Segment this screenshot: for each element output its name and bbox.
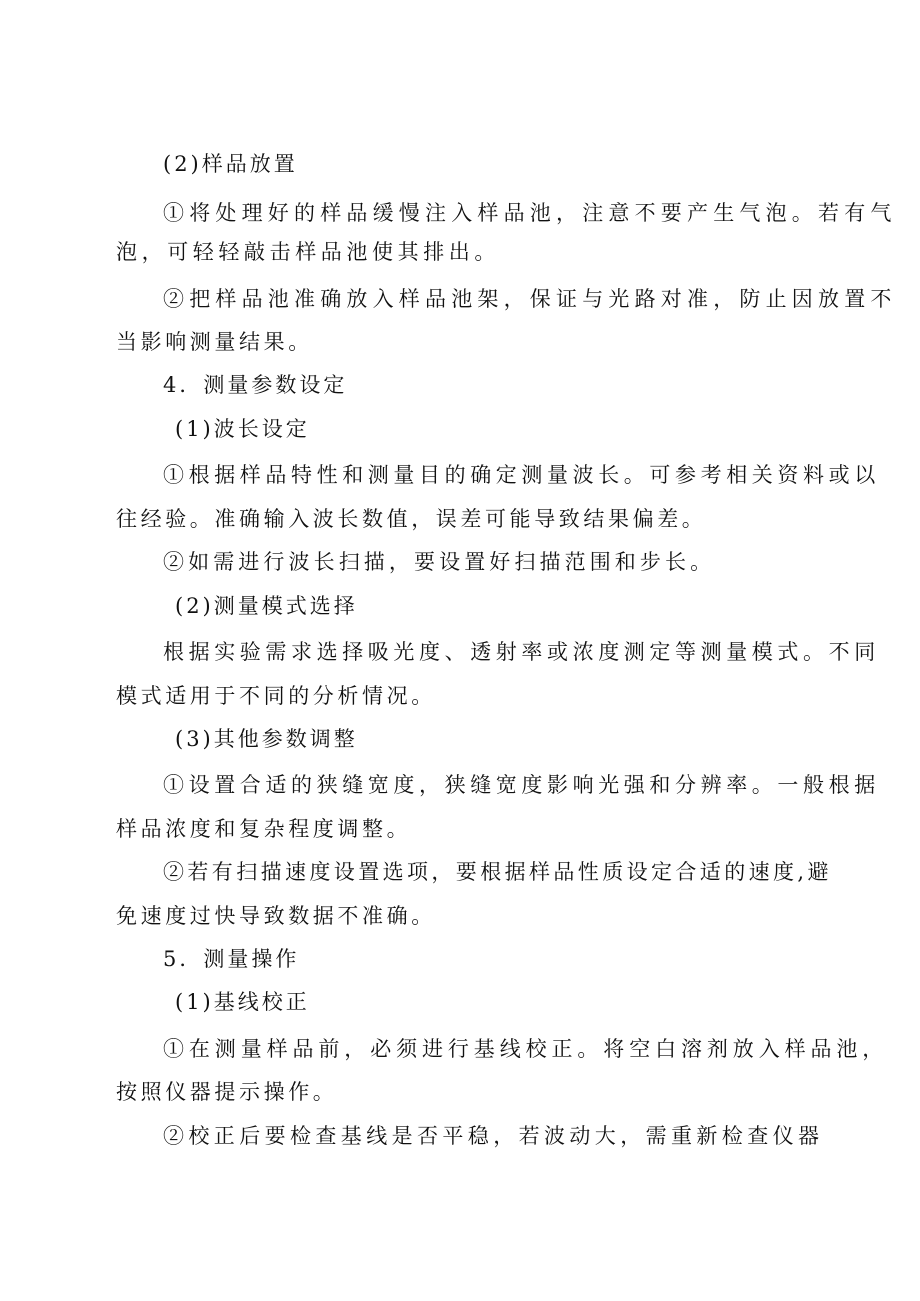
subheading-measurement-mode: (2)测量模式选择 [175,594,358,618]
paragraph-line: ①根据样品特性和测量目的确定测量波长。可参考相关资料或以 [163,463,880,487]
paragraph-line: 免速度过快导致数据不准确。 [116,904,436,928]
section-heading-measurement-operation: 5．测量操作 [163,947,300,971]
paragraph-line: 泡，可轻轻敲击样品池使其排出。 [116,240,500,264]
subheading-other-parameters: (3)其他参数调整 [175,727,358,751]
paragraph-line: 按照仪器提示操作。 [116,1080,338,1104]
paragraph-line: ①在测量样品前，必须进行基线校正。将空白溶剂放入样品池， [163,1037,889,1061]
paragraph-line: 样品浓度和复杂程度调整。 [116,817,412,841]
paragraph-line: 根据实验需求选择吸光度、透射率或浓度测定等测量模式。不同 [163,640,880,664]
paragraph-line: ②校正后要检查基线是否平稳，若波动大，需重新检查仪器 [163,1124,824,1148]
paragraph-line: 模式适用于不同的分析情况。 [116,684,436,708]
paragraph-line: ②如需进行波长扫描，要设置好扫描范围和步长。 [163,550,716,574]
paragraph-line: 当影响测量结果。 [116,330,313,354]
paragraph-line: ①将处理好的样品缓慢注入样品池，注意不要产生气泡。若有气 [163,201,897,225]
subheading-wavelength-setting: (1)波长设定 [175,417,310,441]
paragraph-line: 往经验。准确输入波长数值，误差可能导致结果偏差。 [116,507,707,531]
subheading-sample-placement: (2)样品放置 [163,152,298,176]
paragraph-line: ②把样品池准确放入样品池架，保证与光路对准，防止因放置不 [163,287,897,311]
paragraph-line: ②若有扫描速度设置选项，要根据样品性质设定合适的速度,避 [163,860,832,884]
section-heading-parameter-setting: 4．测量参数设定 [163,373,348,397]
subheading-baseline-correction: (1)基线校正 [175,990,310,1014]
paragraph-line: ①设置合适的狭缝宽度，狭缝宽度影响光强和分辨率。一般根据 [163,773,880,797]
